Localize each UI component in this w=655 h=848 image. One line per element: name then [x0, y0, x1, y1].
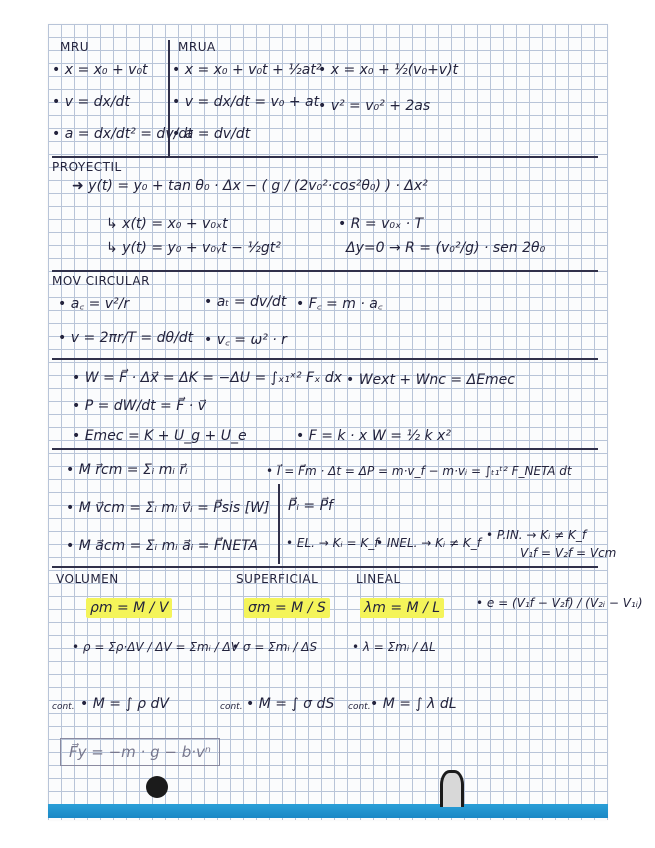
equation: • INEL. → Kᵢ ≠ K_f	[376, 536, 481, 550]
heading-mru: MRU	[60, 40, 89, 54]
section-divider	[52, 156, 598, 158]
heading-lineal: LINEAL	[356, 572, 401, 586]
equation: W = ½ k x²	[372, 428, 451, 444]
label-cont: cont.	[220, 702, 243, 712]
equation: • F = k · x	[296, 428, 368, 444]
equation: • M = ∫ σ dS	[246, 696, 335, 712]
equation: • M = ∫ λ dL	[370, 696, 457, 712]
section-divider	[52, 358, 598, 360]
section-divider	[52, 448, 598, 450]
equation: • ρ = Σρ·ΔV / ΔV = Σmᵢ / ΔV	[72, 640, 239, 654]
heading-volumen: VOLUMEN	[56, 572, 119, 586]
column-divider	[278, 484, 280, 564]
equation: • λ = Σmᵢ / ΔL	[352, 640, 436, 654]
equation: • x = x₀ + v₀t + ½at²	[172, 62, 322, 78]
highlighted-equation: ρm = M / V	[86, 598, 172, 618]
equation: • R = v₀ₓ · T	[338, 216, 424, 232]
heading-mrua: MRUA	[178, 40, 216, 54]
equation: • W = F⃗ · Δx⃗ = ΔK = −ΔU = ∫ₓ₁ˣ² Fₓ dx	[72, 370, 342, 386]
equation: • M v⃗cm = Σᵢ mᵢ v⃗ᵢ = P⃗sis [W]	[66, 500, 270, 516]
binder-ring	[440, 770, 464, 807]
equation: • a = dv/dt	[172, 126, 251, 142]
equation: • Wext + Wnc = ΔEmec	[346, 372, 515, 388]
equation: • v² = v₀² + 2as	[318, 98, 431, 114]
equation: V₁f = V₂f = Vcm	[520, 546, 617, 560]
equation: • σ = Σmᵢ / ΔS	[232, 640, 318, 654]
boxed-equation: F⃗y = −m · g − b·vⁿ	[60, 738, 220, 766]
equation: • F꜀ = m · a꜀	[296, 296, 383, 312]
highlighted-equation: λm = M / L	[360, 598, 444, 618]
equation: • I⃗ = F⃗m · Δt = ΔP = m·v_f − m·vᵢ = ∫ₜ₁ᵗ² F_NETA dt	[266, 464, 572, 478]
equation: P⃗ᵢ = P⃗f	[288, 498, 333, 514]
equation: ↳ x(t) = x₀ + v₀ₓt	[106, 216, 228, 232]
equation: • v = 2πr/T = dθ/dt	[58, 330, 194, 346]
heading-proyectil: PROYECTIL	[52, 160, 122, 174]
equation: • M a⃗cm = Σᵢ mᵢ a⃗ᵢ = F⃗NETA	[66, 538, 259, 554]
heading-superficial: SUPERFICIAL	[236, 572, 319, 586]
section-divider	[52, 270, 598, 272]
equation: • Emec = K + U_g + U_e	[72, 428, 247, 444]
equation: • P.IN. → Kᵢ ≠ K_f	[486, 528, 587, 542]
highlighted-equation: σm = M / S	[244, 598, 330, 618]
equation: Δy=0 → R = (v₀²/g) · sen 2θ₀	[346, 240, 546, 256]
equation: ➜ y(t) = y₀ + tan θ₀ · Δx − ( g / (2v₀²·cos²θ₀) ) · Δx²	[72, 178, 428, 194]
equation: ↳ y(t) = y₀ + v₀ᵧt − ½gt²	[106, 240, 281, 256]
section-divider	[52, 566, 598, 568]
equation: • a꜀ = v²/r	[58, 296, 130, 312]
equation: • v = dx/dt	[52, 94, 130, 110]
heading-circular: MOV CIRCULAR	[52, 274, 150, 288]
equation: • v = dx/dt = v₀ + at	[172, 94, 320, 110]
equation: • a = dx/dt² = dv/dt	[52, 126, 193, 142]
binder-hole	[146, 776, 168, 798]
equation: • v꜀ = ω² · r	[204, 332, 287, 348]
notebook-bottom-band	[48, 804, 608, 818]
label-cont: cont.	[52, 702, 75, 712]
equation: • P = dW/dt = F⃗ · v⃗	[72, 398, 206, 414]
label-cont: cont.	[348, 702, 371, 712]
equation: • EL. → Kᵢ = K_f	[286, 536, 379, 550]
equation: • x = x₀ + ½(v₀+v)t	[318, 62, 459, 78]
equation: • M r⃗cm = Σᵢ mᵢ r⃗ᵢ	[66, 462, 188, 478]
equation: • x = x₀ + v₀t	[52, 62, 148, 78]
equation: • aₜ = dv/dt	[204, 294, 287, 310]
equation: • e = (V₁f − V₂f) / (V₂ᵢ − V₁ᵢ)	[476, 596, 643, 610]
equation: • M = ∫ ρ dV	[80, 696, 169, 712]
